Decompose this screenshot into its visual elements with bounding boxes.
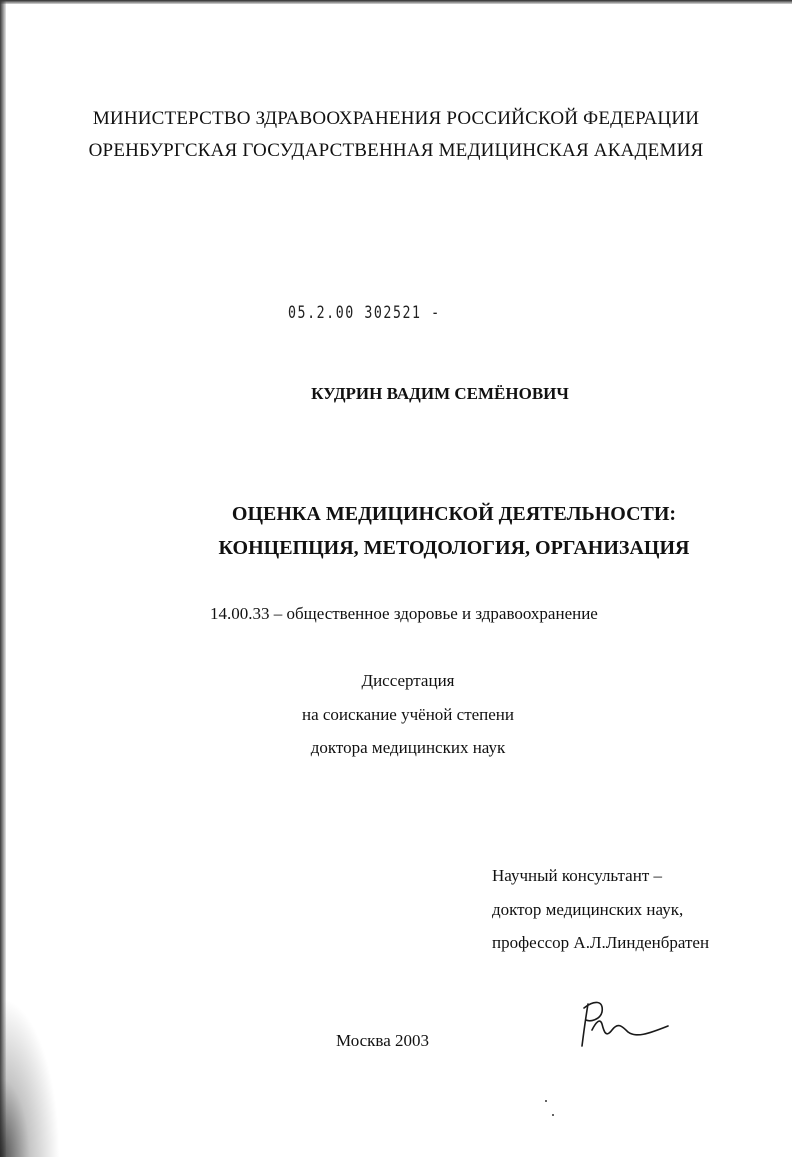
degree-name: доктора медицинских наук (310, 738, 506, 757)
academy-heading: ОРЕНБУРГСКАЯ ГОСУДАРСТВЕННАЯ МЕДИЦИНСКАЯ АКАДЕМИЯ (88, 140, 704, 161)
specialty-code: 14.00.33 – общественное здоровье и здравоохранение (210, 604, 598, 623)
scan-edge-top (0, 0, 792, 4)
dissertation-title-line-2: КОНЦЕПЦИЯ, МЕТОДОЛОГИЯ, ОРГАНИЗАЦИЯ (218, 537, 690, 559)
consultant-label: Научный консультант – (492, 866, 662, 885)
city-year: Москва 2003 (336, 1031, 430, 1050)
registration-stamp: 05.2.00 302521 - (288, 303, 441, 323)
author-name: КУДРИН ВАДИМ СЕМЁНОВИЧ (311, 384, 569, 403)
scan-specks (540, 1095, 560, 1125)
dissertation-title-line-1: ОЦЕНКА МЕДИЦИНСКОЙ ДЕЯТЕЛЬНОСТИ: (231, 503, 677, 525)
handwritten-signature (572, 990, 682, 1060)
ministry-heading: МИНИСТЕРСТВО ЗДРАВООХРАНЕНИЯ РОССИЙСКОЙ ФЕДЕРАЦИИ (92, 108, 700, 129)
dissertation-label: Диссертация (361, 671, 455, 690)
scan-corner-shadow (0, 997, 60, 1157)
scan-edge-left (0, 0, 6, 1157)
consultant-name: профессор А.Л.Линденбратен (492, 933, 710, 952)
degree-purpose: на соискание учёной степени (301, 705, 515, 724)
consultant-degree: доктор медицинских наук, (492, 900, 684, 919)
